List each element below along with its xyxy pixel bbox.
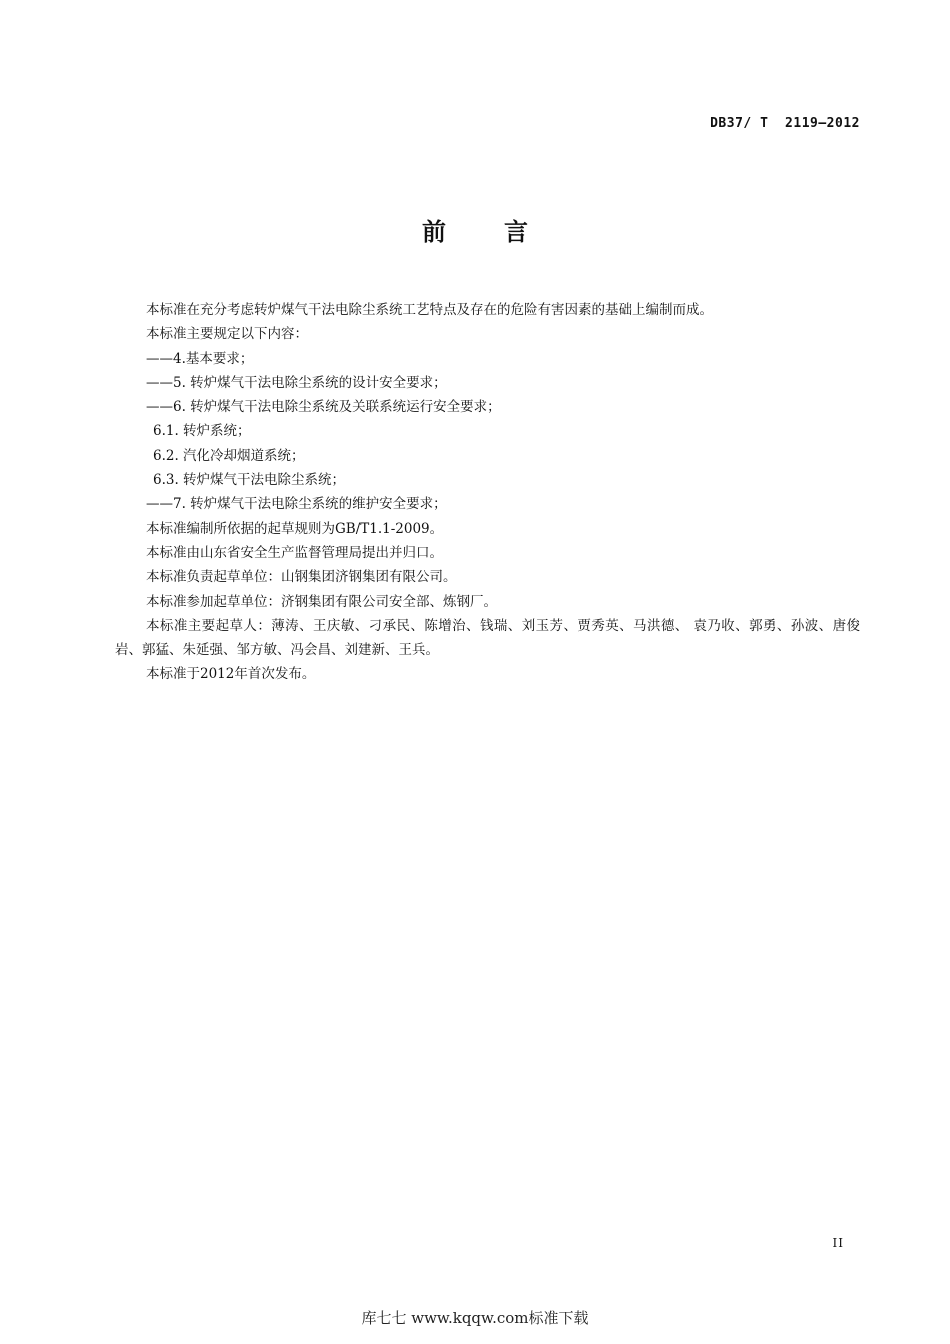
- paragraph-participating-drafters: 本标准参加起草单位：济钢集团有限公司安全部、炼钢厂。: [146, 593, 497, 610]
- paragraph-scope: 本标准主要规定以下内容：: [146, 326, 308, 343]
- paragraph-main-drafters: 本标准主要起草人：薄涛、王庆敏、刁承民、陈增治、钱瑞、刘玉芳、贾秀英、马洪德、 袁乃收、郭勇、孙波、唐俊岩、郭猛、朱延强、邹方敏、冯会昌、刘建新、王兵。: [115, 617, 860, 659]
- page-number: II: [832, 1236, 844, 1250]
- page-title: 前言: [422, 218, 586, 246]
- list-item-section-4: ——4.基本要求；: [146, 350, 254, 367]
- paragraph-intro: 本标准在充分考虑转炉煤气干法电除尘系统工艺特点及存在的危险有害因素的基础上编制而成。: [146, 302, 713, 318]
- list-item-section-6-3: 6.3. 转炉煤气干法电除尘系统；: [153, 472, 346, 489]
- paragraph-first-release: 本标准于2012年首次发布。: [146, 666, 316, 683]
- list-item-section-6-2: 6.2. 汽化冷却烟道系统；: [153, 447, 305, 464]
- paragraph-proposer: 本标准由山东省安全生产监督管理局提出并归口。: [146, 544, 443, 561]
- foreword-body: [115, 298, 860, 687]
- list-item-section-7: ——7. 转炉煤气干法电除尘系统的维护安全要求；: [146, 496, 447, 513]
- list-item-section-5: ——5. 转炉煤气干法电除尘系统的设计安全要求；: [146, 374, 447, 391]
- list-item-section-6-1: 6.1. 转炉系统；: [153, 423, 251, 440]
- paragraph-lead-drafter: 本标准负责起草单位：山钢集团济钢集团有限公司。: [146, 569, 457, 586]
- paragraph-drafting-rules: 本标准编制所依据的起草规则为GB/T1.1-2009。: [146, 520, 444, 537]
- footer-watermark: 库七七 www.kqqw.com标准下载: [361, 1309, 589, 1327]
- standard-code: DB37/ T 2119—2012: [710, 116, 860, 131]
- list-item-section-6: ——6. 转炉煤气干法电除尘系统及关联系统运行安全要求；: [146, 399, 501, 416]
